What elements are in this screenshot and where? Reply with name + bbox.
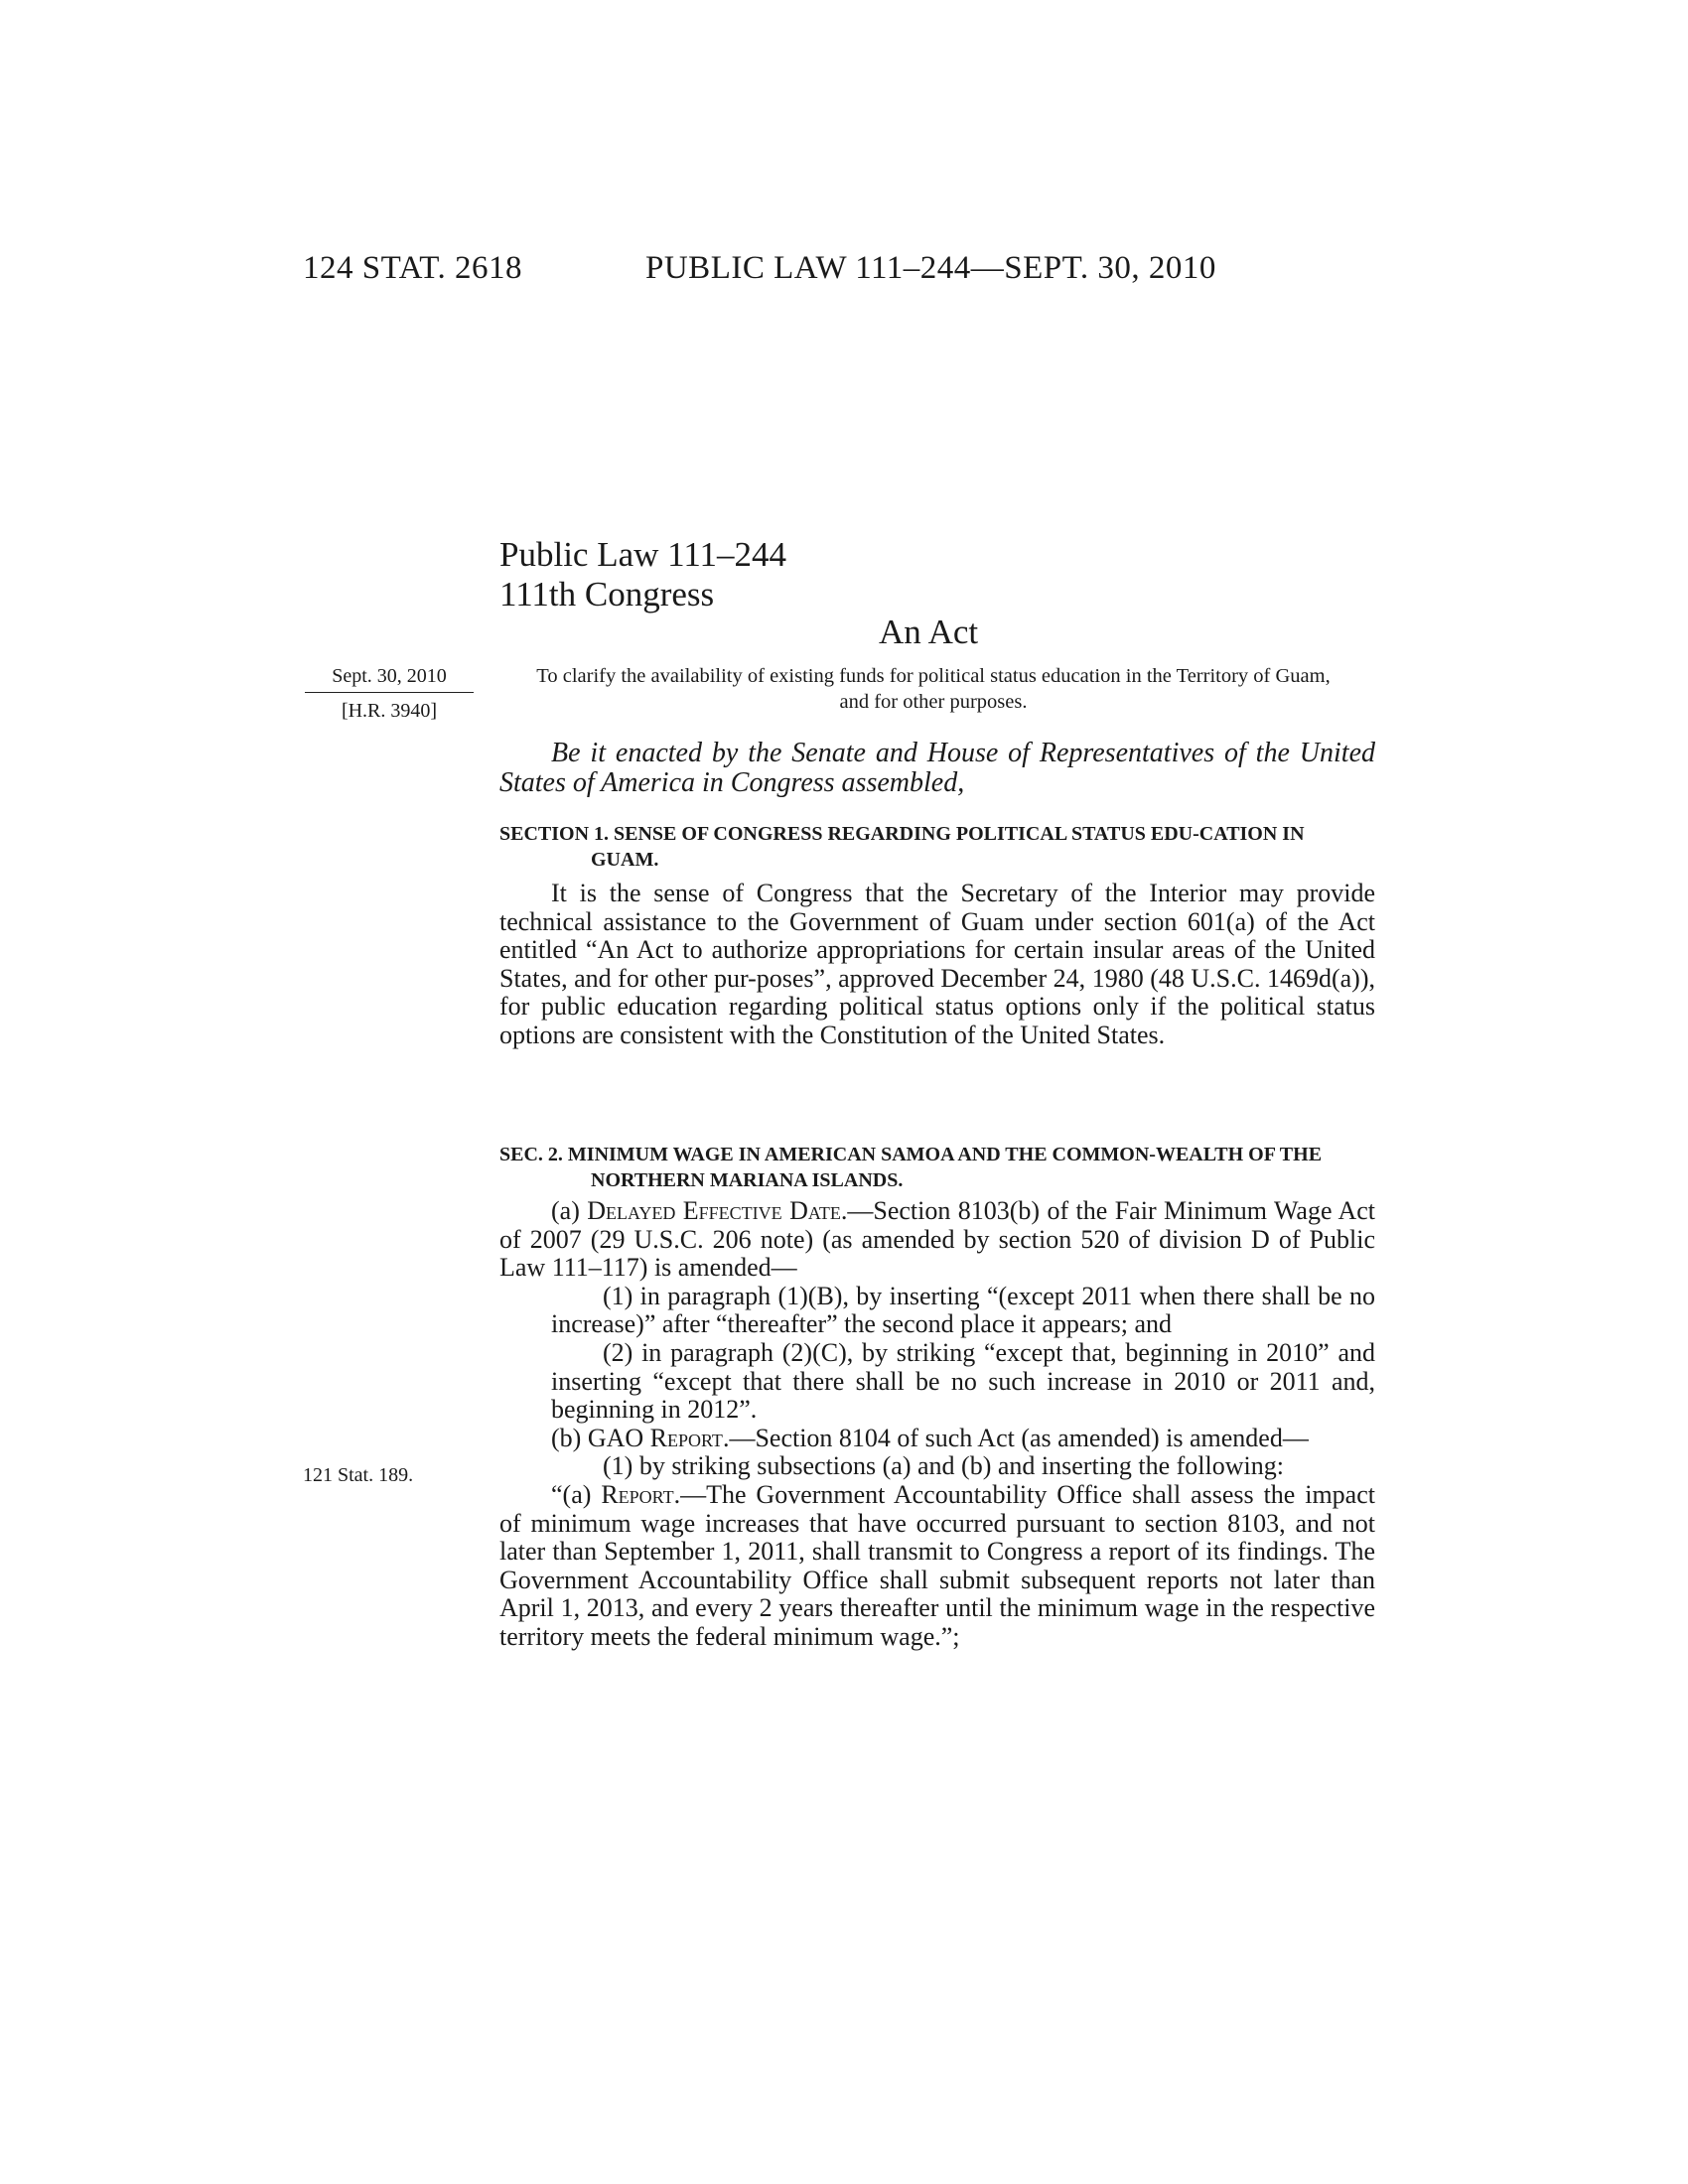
subsection-a bbox=[499, 1197, 1375, 1283]
quoted-caption: Report bbox=[601, 1479, 674, 1509]
margin-citation: 121 Stat. 189. bbox=[303, 1464, 414, 1486]
act-heading: An Act bbox=[879, 613, 979, 651]
congress-number: 111th Congress bbox=[499, 575, 715, 614]
subsection-b-label: (b) GAO bbox=[551, 1423, 650, 1452]
subsection-b-text: .—Section 8104 of such Act (as amended) is amended— bbox=[722, 1423, 1309, 1452]
enacting-clause: Be it enacted by the Senate and House of Representatives of the United States of America in Congress assembled, bbox=[499, 738, 1375, 798]
paragraph-b1: (1) by striking subsections (a) and (b) and inserting the following: bbox=[603, 1451, 1284, 1481]
quoted-label: “(a) bbox=[551, 1479, 602, 1509]
subsection-a-label: (a) bbox=[551, 1196, 588, 1225]
law-number: Public Law 111–244 bbox=[499, 535, 787, 574]
section-2-heading: SEC. 2. MINIMUM WAGE IN AMERICAN SAMOA AND THE COMMON-WEALTH OF THE NORTHERN MARIANA ISLANDS. bbox=[499, 1144, 1323, 1191]
stat-page-number: 124 STAT. 2618 bbox=[303, 250, 523, 286]
subsection-a-caption: Delayed Effective Date bbox=[587, 1196, 841, 1225]
quoted-subsection-a bbox=[499, 1481, 1375, 1652]
subsection-b bbox=[499, 1425, 1375, 1453]
paragraph-a2: (2) in paragraph (2)(C), by striking “except that, beginning in 2010” and inserting “except that there shall be no such increase in 2010 or 2011 and, beginning in 2012”. bbox=[551, 1337, 1375, 1425]
quoted-text: .—The Government Accountability Office shall assess the impact of minimum wage increases that have occurred pursuant to section 8103, and not later than September 1, 2011, shall transmit to Congress a report of its findings. The Government Accountability Office shall submit subsequent reports not later than April 1, 2013, and every 2 years thereafter until the minimum wage in the respective territory meets the federal minimum wage.”; bbox=[499, 1479, 1375, 1651]
purpose-clause: To clarify the availability of existing funds for political status education in the Territory of Guam, and for other purposes. bbox=[536, 665, 1331, 713]
margin-bill-number: [H.R. 3940] bbox=[341, 700, 438, 722]
running-head-title: PUBLIC LAW 111–244—SEPT. 30, 2010 bbox=[645, 250, 1216, 286]
margin-divider bbox=[305, 692, 474, 693]
subsection-b-caption: Report bbox=[649, 1423, 723, 1452]
margin-date: Sept. 30, 2010 bbox=[332, 665, 447, 687]
subsection-a-text: .—Section 8103(b) of the Fair Minimum Wage Act of 2007 (29 U.S.C. 206 note) (as amended by section 520 of division D of Public Law 111–117) is amended— bbox=[499, 1196, 1376, 1283]
section-1-body: It is the sense of Congress that the Secretary of the Interior may provide technical assistance to the Government of Guam under section 601(a) of the Act entitled “An Act to authorize appropriations for certain insular areas of the United States, and for other pur-poses”, approved December 24, 1980 (48 U.S.C. 1469d(a)), for public education regarding political status options only if the political status options are consistent with the Constitution of the United States. bbox=[499, 879, 1375, 1049]
section-2-body bbox=[499, 1197, 1375, 1652]
section-1-heading: SECTION 1. SENSE OF CONGRESS REGARDING POLITICAL STATUS EDU-CATION IN GUAM. bbox=[499, 823, 1305, 871]
paragraph-a1: (1) in paragraph (1)(B), by inserting “(except 2011 when there shall be no increase)” after “thereafter” the second place it appears; and bbox=[551, 1281, 1375, 1339]
